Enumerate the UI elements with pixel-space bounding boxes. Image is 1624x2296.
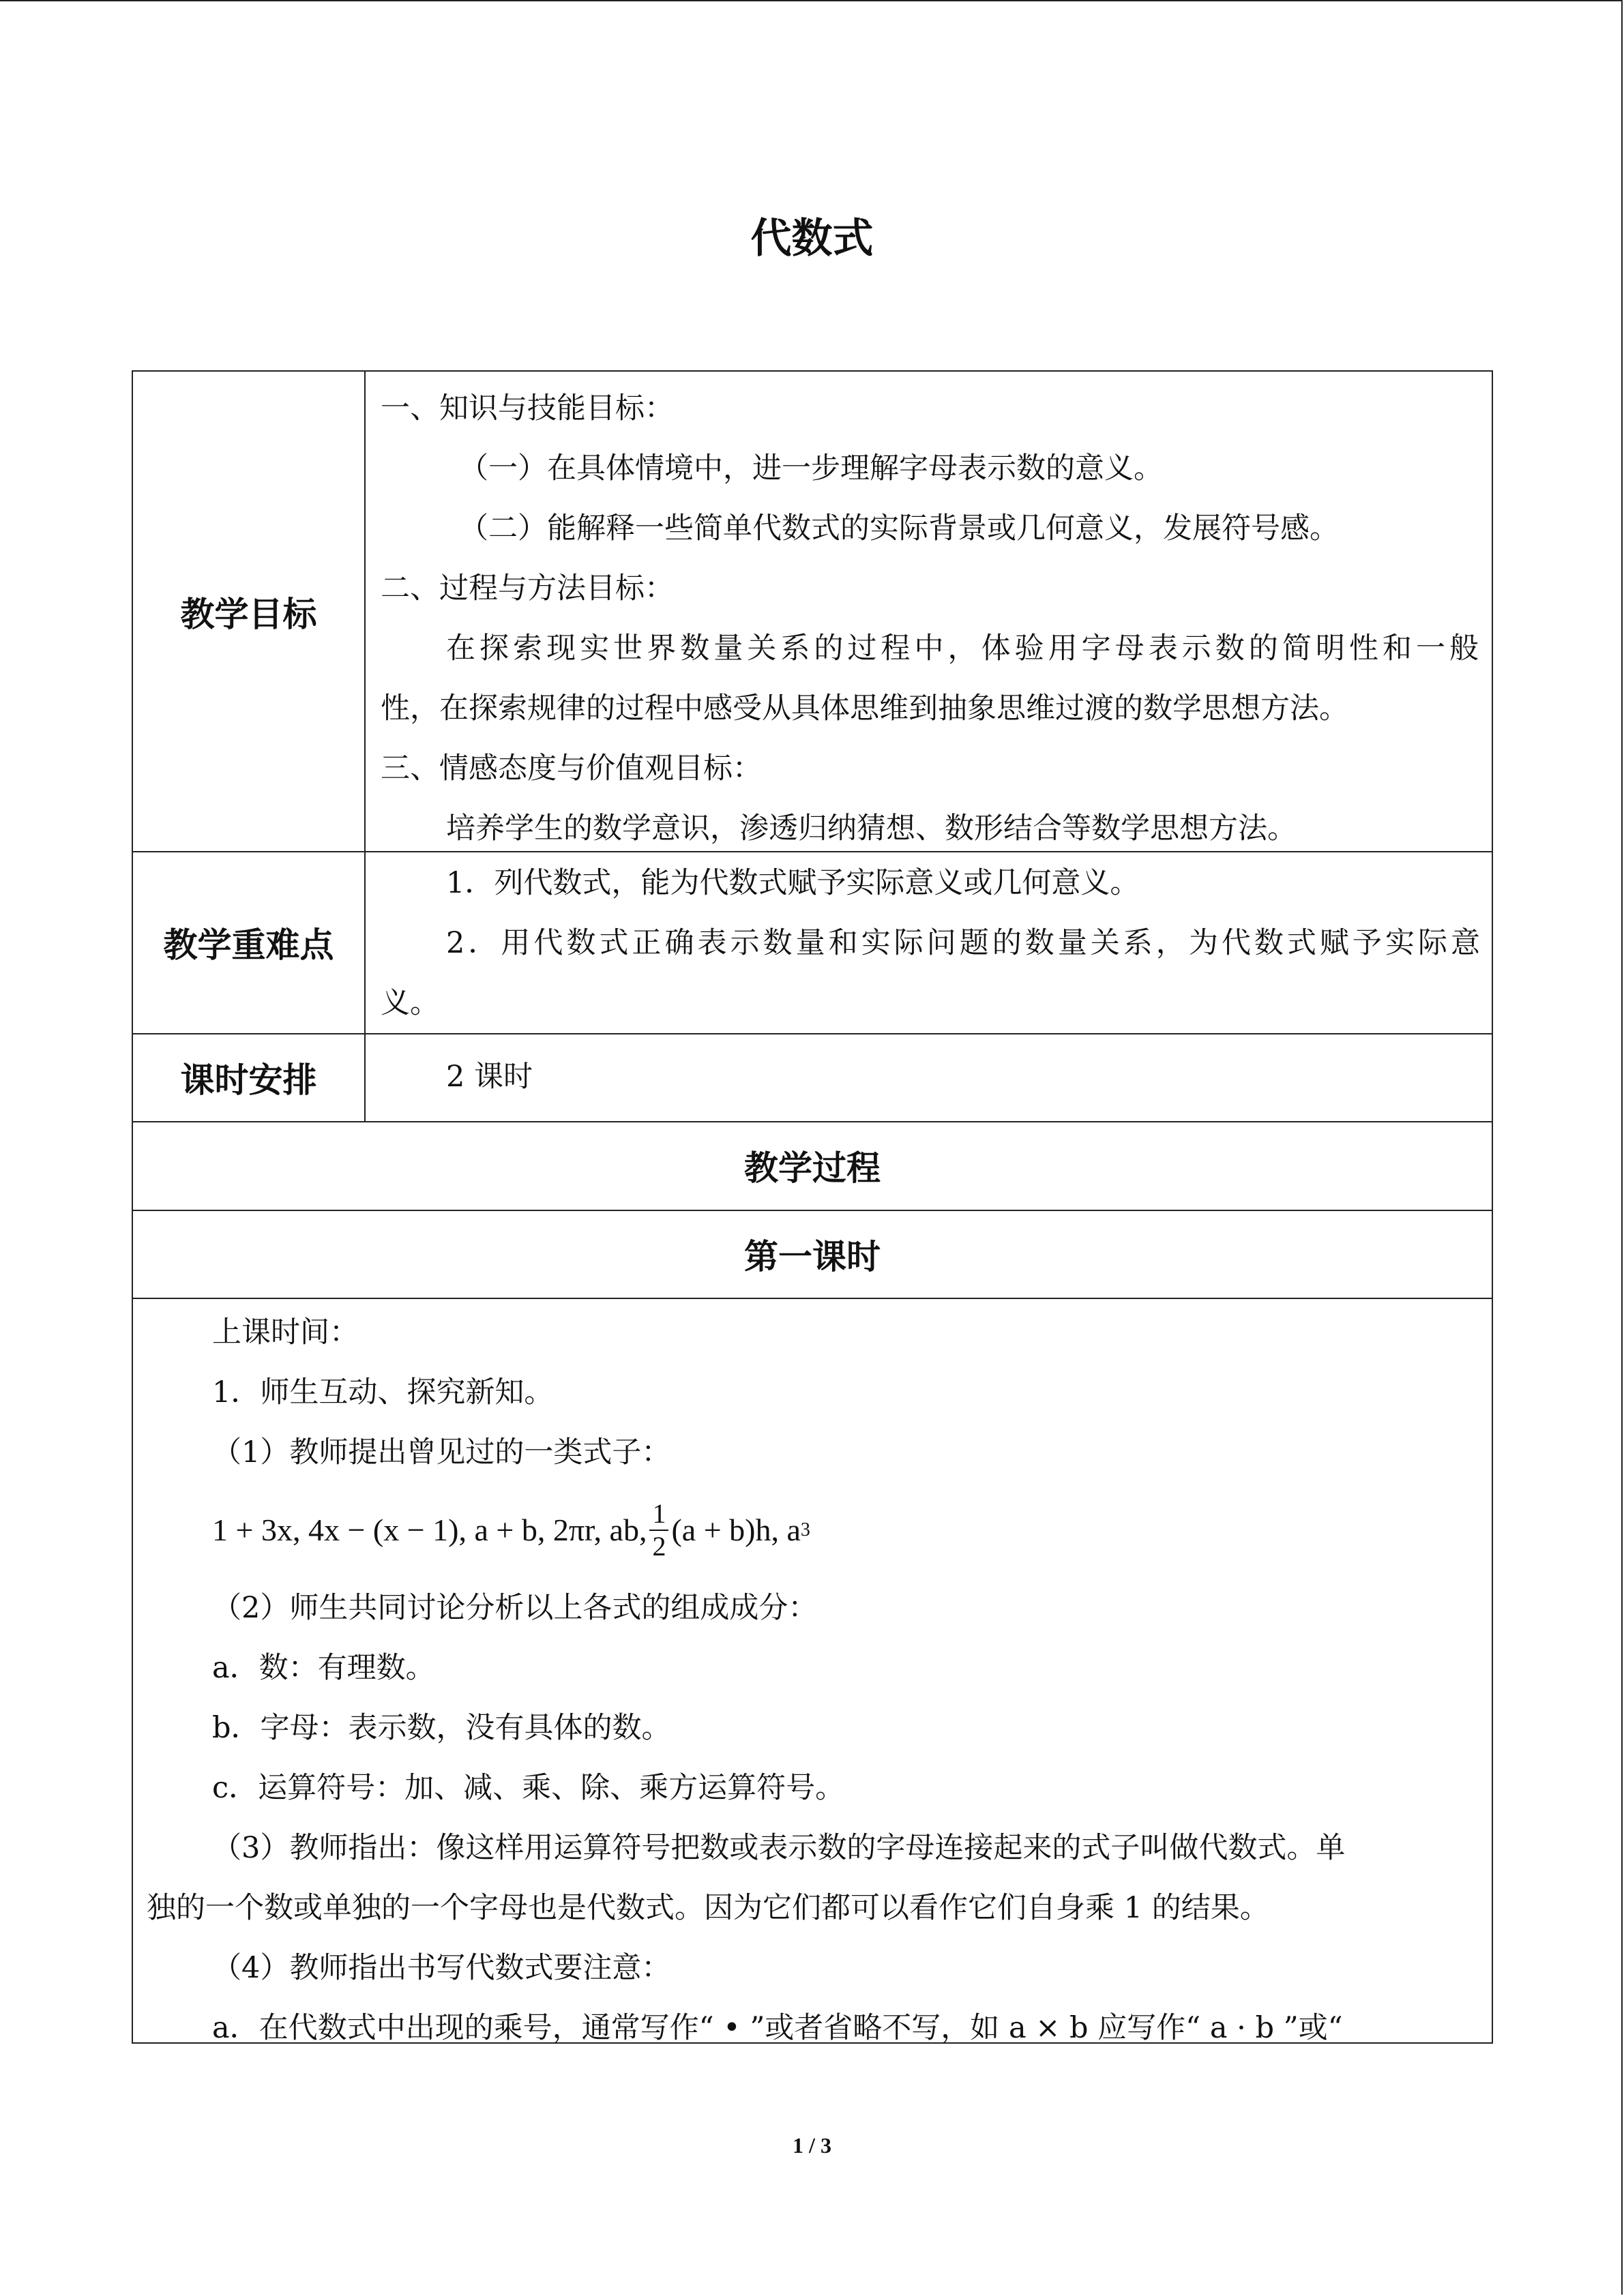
lesson-line: a．数：有理数。 [212,1651,435,1685]
page-number: 1 / 3 [793,2133,831,2158]
key-point-line: 2．用代数式正确表示数量和实际问题的数量关系，为代数式赋予实际意 [446,926,1480,960]
page-title: 代数式 [750,215,874,263]
key-point-line: 义。 [381,986,439,1020]
lesson-line: （4）教师指出书写代数式要注意： [212,1951,671,1985]
objectives-line: 在探索现实世界数量关系的过程中，体验用字母表示数的简明性和一般 [446,631,1479,666]
algebraic-expressions-formula [212,1482,1477,1578]
fraction-denominator: 2 [652,1531,666,1562]
objectives-label: 教学目标 [180,594,317,634]
key-points-label: 教学重难点 [163,925,334,965]
lesson-line: 1．师生互动、探究新知。 [212,1375,554,1410]
lesson-line: b．字母：表示数，没有具体的数。 [212,1711,671,1745]
lesson1-heading: 第一课时 [744,1236,881,1277]
process-heading: 教学过程 [744,1148,881,1188]
key-point-line: 1．列代数式，能为代数式赋予实际意义或几何意义。 [446,866,1140,900]
objectives-line: （一）在具体情境中，进一步理解字母表示数的意义。 [459,451,1163,486]
row-divider [133,1298,1492,1299]
objectives-line: 性，在探索规律的过程中感受从具体思维到抽象思维过渡的数学思想方法。 [381,691,1348,726]
objectives-line: 三、情感态度与价值观目标： [381,751,762,786]
lesson-line: 独的一个数或单独的一个字母也是代数式。因为它们都可以看作它们自身乘 1 的结果。 [147,1891,1269,1925]
schedule-label: 课时安排 [180,1060,317,1100]
objectives-line: （二）能解释一些简单代数式的实际背景或几何意义，发展符号感。 [459,511,1339,546]
lesson-plan-table [132,370,1493,2044]
schedule-value: 2 课时 [446,1060,533,1094]
objectives-line: 一、知识与技能目标： [381,391,674,426]
lesson-line: （1）教师提出曾见过的一类式子： [212,1435,671,1470]
lesson1-body [147,1302,1477,2058]
objectives-content [381,378,1479,859]
lesson-line: 上课时间： [212,1315,359,1350]
fraction-numerator: 1 [649,1498,668,1531]
column-divider [364,372,366,1121]
lesson-line: a．在代数式中出现的乘号，通常写作“ • ”或者省略不写，如 a × b 应写作“ a · b ”或“ [212,2011,1343,2045]
formula-exponent: 3 [800,1519,810,1540]
key-points-content [381,853,1480,1033]
objectives-line: 培养学生的数学意识，渗透归纳猜想、数形结合等数学思想方法。 [446,811,1297,846]
schedule-content [381,1047,1472,1107]
lesson-line: c．运算符号：加、减、乘、除、乘方运算符号。 [212,1771,845,1805]
fraction-one-half [649,1498,668,1562]
objectives-line: 二、过程与方法目标： [381,571,674,606]
lesson-line: （2）师生共同讨论分析以上各式的组成成分： [212,1591,818,1625]
formula-part: 1 + 3x, 4x − (x − 1), a + b, 2πr, ab, [212,1512,647,1547]
formula-part: (a + b)h, a [671,1512,801,1547]
lesson-line: （3）教师指出：像这样用运算符号把数或表示数的字母连接起来的式子叫做代数式。单 [212,1831,1346,1865]
